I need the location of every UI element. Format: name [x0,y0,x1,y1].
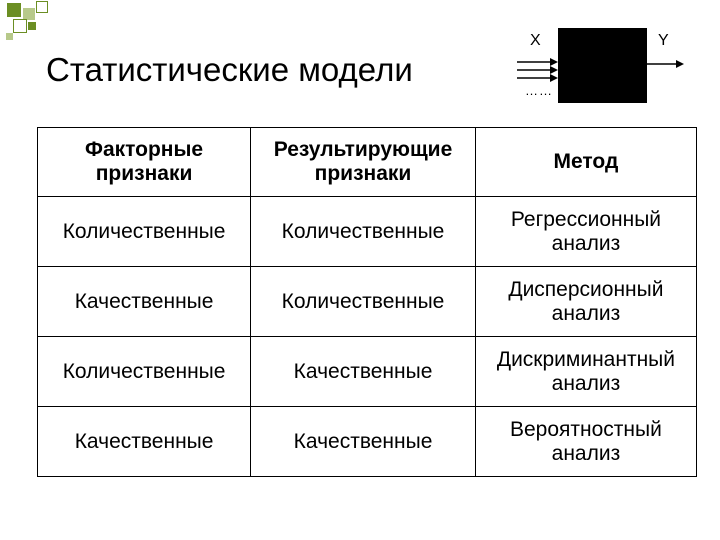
cell-method: Регрессионный анализ [475,197,696,267]
input-dots: …… [525,83,553,98]
cell-result: Количественные [251,197,476,267]
cell-method: Дисперсионный анализ [475,267,696,337]
output-label-y: Y [658,32,669,49]
input-arrowhead-2 [550,66,558,74]
decor-square-1 [7,3,21,17]
decor-square-5 [28,22,36,30]
cell-result: Качественные [251,407,476,477]
table-row [38,267,697,337]
header-factor-features: Факторные признаки [38,128,251,197]
input-label-x: X [530,32,541,49]
table-row [38,337,697,407]
cell-result: Количественные [251,267,476,337]
header-result-features: Результирующие признаки [251,128,476,197]
cell-method: Вероятностный анализ [475,407,696,477]
table-row [38,407,697,477]
black-box [558,28,647,103]
decor-square-4 [13,19,27,33]
cell-result: Качественные [251,337,476,407]
models-table [37,127,697,477]
cell-factor: Качественные [38,267,251,337]
input-arrowhead-3 [550,74,558,82]
decor-square-6 [6,33,13,40]
table-row [38,197,697,267]
cell-method: Дискриминантный анализ [475,337,696,407]
table-header-row [38,128,697,197]
cell-factor: Количественные [38,337,251,407]
cell-factor: Качественные [38,407,251,477]
input-arrowhead-1 [550,58,558,66]
output-arrowhead [676,60,684,68]
decor-square-3 [36,1,48,13]
page-title: Статистические модели [46,51,413,88]
header-method: Метод [475,128,696,197]
cell-factor: Количественные [38,197,251,267]
